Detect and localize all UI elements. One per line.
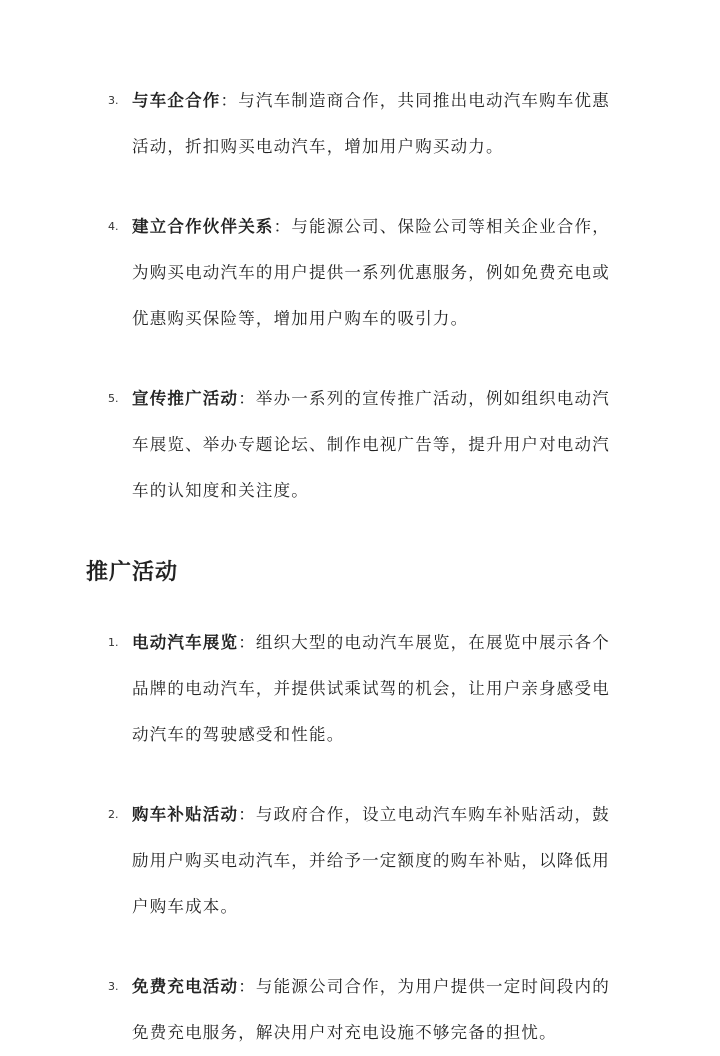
strategy-list: [86, 78, 620, 514]
item-term: 免费充电活动: [132, 977, 239, 996]
item-colon: ：: [238, 633, 256, 652]
item-colon: ：: [238, 805, 256, 824]
item-text: 与政府合作，设立电动汽车购车补贴活动，鼓励用户购买电动汽车，并给予一定额度的购车补贴，以降低用户购车成本。: [132, 805, 610, 916]
item-colon: ：: [238, 389, 256, 408]
item-term: 购车补贴活动: [132, 805, 239, 824]
list-number: 3.: [108, 94, 119, 107]
list-number: 5.: [108, 392, 119, 405]
list-item: [86, 620, 620, 758]
promotion-list: [86, 620, 620, 1056]
item-term: 与车企合作: [132, 91, 221, 110]
item-text: 与能源公司、保险公司等相关企业合作，为购买电动汽车的用户提供一系列优惠服务，例如免费充电或优惠购买保险等，增加用户购车的吸引力。: [132, 217, 610, 328]
list-item: [86, 376, 620, 514]
item-text: 与汽车制造商合作，共同推出电动汽车购车优惠活动，折扣购买电动汽车，增加用户购买动力。: [132, 91, 610, 156]
list-number: 2.: [108, 808, 119, 821]
item-colon: ：: [220, 91, 239, 110]
item-term: 宣传推广活动: [132, 389, 239, 408]
list-number: 1.: [108, 636, 119, 649]
list-number: 4.: [108, 220, 119, 233]
list-item: [86, 792, 620, 930]
list-item: [86, 964, 620, 1056]
item-term: 建立合作伙伴关系: [132, 217, 274, 236]
item-colon: ：: [238, 977, 256, 996]
item-text: 组织大型的电动汽车展览，在展览中展示各个品牌的电动汽车，并提供试乘试驾的机会，让用户亲身感受电动汽车的驾驶感受和性能。: [132, 633, 610, 744]
list-item: [86, 204, 620, 342]
item-text: 举办一系列的宣传推广活动，例如组织电动汽车展览、举办专题论坛、制作电视广告等，提升用户对电动汽车的认知度和关注度。: [132, 389, 610, 500]
item-term: 电动汽车展览: [132, 633, 239, 652]
section-title: 推广活动: [86, 560, 179, 585]
list-item: [86, 78, 620, 170]
item-colon: ：: [273, 217, 292, 236]
list-number: 3.: [108, 980, 119, 993]
item-text: 与能源公司合作，为用户提供一定时间段内的免费充电服务，解决用户对充电设施不够完备的担忧。: [132, 977, 610, 1042]
